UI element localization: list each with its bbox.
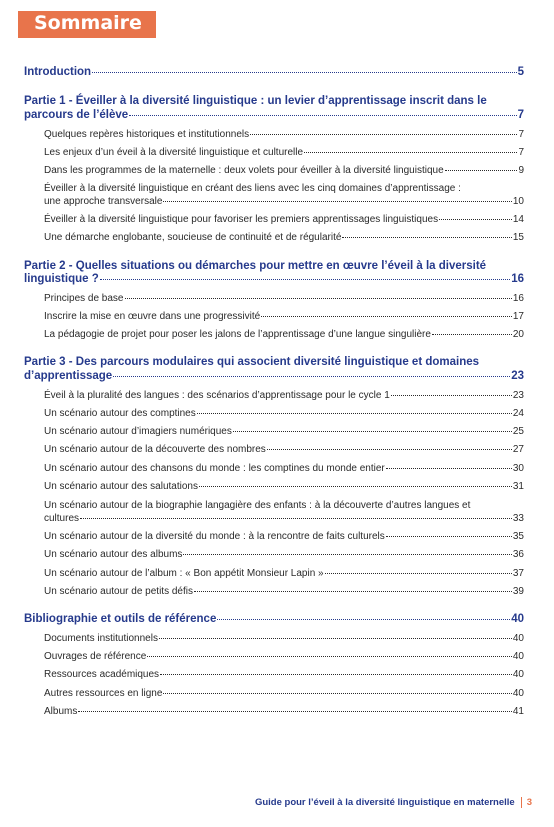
dot-leader	[159, 637, 512, 639]
dot-leader	[233, 430, 512, 432]
toc-label: Ouvrages de référence	[44, 651, 147, 662]
toc-page: 15	[512, 232, 524, 243]
toc-label: Principes de base	[44, 293, 124, 304]
toc-page: 40	[512, 651, 524, 662]
toc-part3[interactable]	[24, 370, 524, 383]
dot-leader	[325, 572, 512, 574]
toc-item[interactable]	[44, 462, 524, 475]
toc-page: 16	[511, 273, 524, 285]
toc-item[interactable]	[44, 128, 524, 141]
dot-leader	[439, 218, 512, 220]
toc-label: Ressources académiques	[44, 669, 160, 680]
toc-page: 23	[512, 390, 524, 401]
toc-page: 37	[512, 568, 524, 579]
page-title: Sommaire	[34, 12, 142, 34]
dot-leader	[147, 655, 512, 657]
toc-item[interactable]	[44, 650, 524, 663]
dot-leader	[129, 114, 516, 116]
toc-item[interactable]	[44, 668, 524, 681]
toc-page: 40	[512, 669, 524, 680]
toc-label: Quelques repères historiques et institutionnels	[44, 129, 250, 140]
toc-page: 33	[512, 513, 524, 524]
footer-separator	[521, 797, 522, 808]
toc-label: Un scénario autour de la découverte des nombres	[44, 444, 266, 455]
toc-label: Un scénario autour d’imagiers numériques	[44, 426, 232, 437]
dot-leader	[432, 333, 512, 335]
page-footer	[255, 797, 532, 808]
dot-leader	[163, 692, 511, 694]
toc-page: 35	[512, 531, 524, 542]
toc-label: Albums	[44, 706, 78, 717]
toc-page: 7	[518, 147, 524, 158]
dot-leader	[163, 200, 511, 202]
toc-label: Documents institutionnels	[44, 633, 158, 644]
toc-label: linguistique ?	[24, 273, 99, 285]
toc-page: 40	[511, 613, 524, 625]
dot-leader	[194, 590, 512, 592]
toc-item[interactable]	[44, 585, 524, 598]
dot-leader	[386, 467, 512, 469]
toc-label: Les enjeux d’un éveil à la diversité linguistique et culturelle	[44, 147, 304, 158]
toc-page: 7	[517, 109, 524, 121]
toc-page: 36	[512, 549, 524, 560]
toc-item-line1[interactable]: Un scénario autour de la biographie langagière des enfants : à la découverte d’autres langues et	[44, 500, 471, 511]
page-number: 3	[526, 797, 532, 808]
toc-page: 40	[512, 688, 524, 699]
toc-page: 27	[512, 444, 524, 455]
toc-page: 30	[512, 463, 524, 474]
toc-page: 9	[518, 165, 524, 176]
toc-item[interactable]	[44, 389, 524, 402]
toc-page: 39	[512, 586, 524, 597]
toc-label: La pédagogie de projet pour poser les jalons de l’apprentissage d’une langue singulière	[44, 329, 431, 340]
toc-label: Un scénario autour des albums	[44, 549, 183, 560]
dot-leader	[199, 485, 512, 487]
dot-leader	[304, 151, 517, 153]
toc-item[interactable]	[44, 705, 524, 718]
toc-item[interactable]	[44, 567, 524, 580]
toc-item[interactable]	[44, 425, 524, 438]
dot-leader	[80, 517, 512, 519]
toc-label: Un scénario autour de l’album : « Bon appétit Monsieur Lapin »	[44, 568, 324, 579]
toc-introduction[interactable]	[24, 66, 524, 79]
dot-leader	[386, 535, 512, 537]
toc-part2-line1[interactable]: Partie 2 - Quelles situations ou démarches pour mettre en œuvre l’éveil à la diversité	[24, 260, 487, 272]
toc-label: Introduction	[24, 66, 92, 78]
toc-label: Un scénario autour des salutations	[44, 481, 198, 492]
toc-item[interactable]	[44, 512, 524, 525]
dot-leader	[197, 412, 512, 414]
toc-page: 41	[512, 706, 524, 717]
toc-item[interactable]	[44, 687, 524, 700]
dot-leader	[125, 297, 512, 299]
toc-page: 14	[512, 214, 524, 225]
toc-item[interactable]	[44, 328, 524, 341]
toc-label: Un scénario autour de la diversité du monde : à la rencontre de faits culturels	[44, 531, 385, 542]
toc-part3-line1[interactable]: Partie 3 - Des parcours modulaires qui associent diversité linguistique et domaines	[24, 356, 480, 368]
dot-leader	[267, 448, 512, 450]
toc-bibliography[interactable]	[24, 613, 524, 626]
dot-leader	[160, 673, 512, 675]
toc-item[interactable]	[44, 548, 524, 561]
dot-leader	[113, 375, 510, 377]
dot-leader	[217, 618, 510, 620]
toc-page: 16	[512, 293, 524, 304]
toc-label: une approche transversale	[44, 196, 163, 207]
dot-leader	[100, 278, 510, 280]
toc-item[interactable]	[44, 407, 524, 420]
toc-label: parcours de l’élève	[24, 109, 129, 121]
toc-label: Un scénario autour de petits défis	[44, 586, 193, 597]
toc-item-line1[interactable]: Éveiller à la diversité linguistique en créant des liens avec les cinq domaines d’apprentissage :	[44, 183, 461, 194]
toc-item[interactable]	[44, 195, 524, 208]
toc-page: 24	[512, 408, 524, 419]
toc-label: Une démarche englobante, soucieuse de continuité et de régularité	[44, 232, 342, 243]
dot-leader	[78, 710, 512, 712]
toc-page: 31	[512, 481, 524, 492]
dot-leader	[391, 394, 512, 396]
toc-item[interactable]	[44, 164, 524, 177]
toc-part2[interactable]	[24, 273, 524, 286]
footer-title: Guide pour l’éveil à la diversité linguistique en maternelle	[254, 797, 515, 808]
toc-page: 7	[518, 129, 524, 140]
dot-leader	[445, 169, 518, 171]
toc-label: Éveiller à la diversité linguistique pour favoriser les premiers apprentissages linguistiques	[44, 214, 439, 225]
dot-leader	[92, 71, 517, 73]
dot-leader	[261, 315, 512, 317]
toc-page: 20	[512, 329, 524, 340]
toc-item[interactable]	[44, 213, 524, 226]
toc-label: d’apprentissage	[24, 370, 113, 382]
toc-item[interactable]	[44, 443, 524, 456]
toc-item[interactable]	[44, 632, 524, 645]
toc-item[interactable]	[44, 231, 524, 244]
toc-page: 23	[511, 370, 524, 382]
toc-label: Un scénario autour des comptines	[44, 408, 196, 419]
toc-page: 10	[512, 196, 524, 207]
toc-page: 40	[512, 633, 524, 644]
toc-item[interactable]	[44, 292, 524, 305]
toc-item[interactable]	[44, 146, 524, 159]
toc-item[interactable]	[44, 530, 524, 543]
dot-leader	[250, 133, 517, 135]
dot-leader	[183, 553, 511, 555]
toc-page: 25	[512, 426, 524, 437]
toc-page: 5	[517, 66, 524, 78]
toc-label: Un scénario autour des chansons du monde : les comptines du monde entier	[44, 463, 385, 474]
toc-label: Inscrire la mise en œuvre dans une progressivité	[44, 311, 261, 322]
toc-page: 17	[512, 311, 524, 322]
toc-label: Dans les programmes de la maternelle : deux volets pour éveiller à la diversité linguistique	[44, 165, 444, 176]
toc-label: cultures	[44, 513, 80, 524]
toc-part1-line1[interactable]: Partie 1 - Éveiller à la diversité linguistique : un levier d’apprentissage inscrit dans le	[24, 95, 487, 107]
toc-item[interactable]	[44, 480, 524, 493]
dot-leader	[342, 236, 511, 238]
toc-label: Éveil à la pluralité des langues : des scénarios d’apprentissage pour le cycle 1	[44, 390, 390, 401]
toc-part1[interactable]	[24, 109, 524, 122]
toc-item[interactable]	[44, 310, 524, 323]
toc-label: Bibliographie et outils de référence	[24, 613, 217, 625]
toc-label: Autres ressources en ligne	[44, 688, 163, 699]
